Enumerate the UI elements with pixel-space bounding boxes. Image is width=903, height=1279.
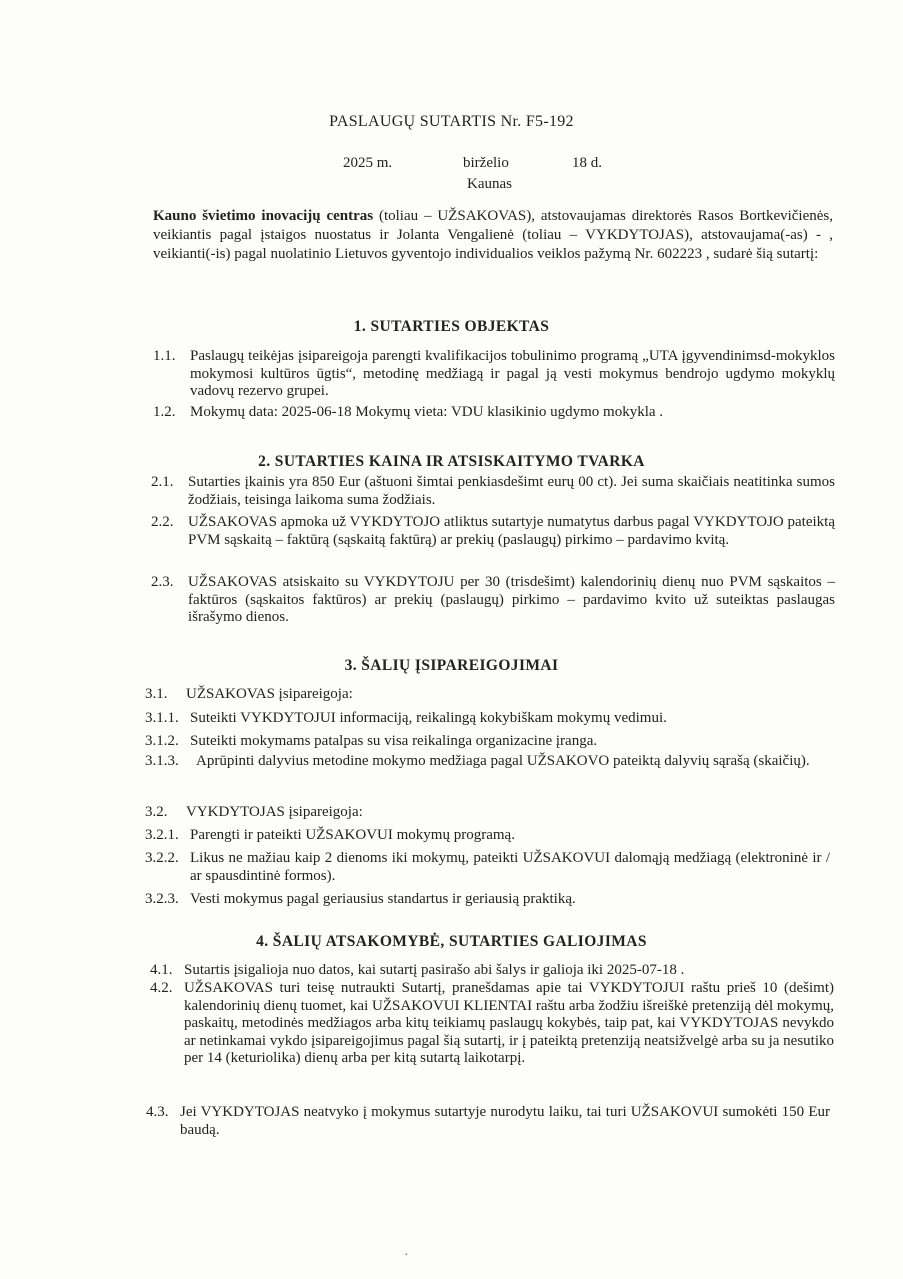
- clause-3-2-2: Likus ne mažiau kaip 2 dienoms iki mokymų, pateikti UŽSAKOVUI dalomąją medžiagą (elektroninė ir / ar spausdintinė formos).: [190, 850, 830, 884]
- clause-3-2: VYKDYTOJAS įsipareigoja:: [186, 804, 363, 820]
- clause-number: 1.1.: [153, 348, 176, 364]
- clause-text: UŽSAKOVAS turi teisę nutraukti Sutartį, pranešdamas apie tai VYKDYTOJUI raštu prieš 10 (dešimt) kalendorinių dienų tuomet, kai UŽSAKOVUI KLIENTAI raštu arba žodžiu išreiškė pretenziją dėl mokymų, paskaitų, metodinės medžiagos arba kitų teikiamų paslaugų kokybės, taip pat, kai VYKDYTOJAS nevykdo ar netinkamai vykdo įsipareigojimus pagal šią sutartį, ir į pateiktą pretenziją neatsižvelgė arba su ja nesutiko per 14 (keturiolika) dienų arba per kitą sutartą laikotarpį.: [184, 980, 834, 1066]
- clause-text: UŽSAKOVAS apmoka už VYKDYTOJO atliktus sutartyje numatytus darbus pagal VYKDYTOJO pateiktą PVM sąskaitą – faktūrą (sąskaitą faktūrą) ar prekių (paslaugų) pirkimo – pardavimo kvitą.: [188, 514, 835, 548]
- clause-3-2-3-number: 3.2.3.: [145, 891, 179, 907]
- clause-1-2: [153, 404, 835, 422]
- intro-party1: Kauno švietimo inovacijų centras: [153, 208, 374, 224]
- clause-1-1: [153, 348, 835, 401]
- clause-text: Sutarties įkainis yra 850 Eur (aštuoni šimtai penkiasdešimt eurų 00 ct). Jei suma skaičiais neatitinka sumos žodžiais, teisinga laikoma suma žodžiais.: [188, 474, 835, 508]
- clause-4-3: [146, 1104, 830, 1139]
- clause-number: 2.1.: [151, 474, 174, 490]
- clause-3-2-2-number: 3.2.2.: [145, 850, 179, 866]
- clause-3-1-1-number: 3.1.1.: [145, 710, 179, 726]
- clause-text: Mokymų data: 2025-06-18 Mokymų vieta: VDU klasikinio ugdymo mokykla .: [190, 404, 664, 420]
- clause-3-2-3: Vesti mokymus pagal geriausius standartus ir geriausią praktiką.: [190, 891, 576, 907]
- clause-3-2-number: 3.2.: [145, 804, 168, 820]
- date-day: 18 d.: [572, 155, 602, 171]
- date-year: 2025 m.: [343, 155, 393, 171]
- clause-text: Paslaugų teikėjas įsipareigoja parengti kvalifikacijos tobulinimo programą „UTA įgyvendinimsd-mokyklos mokymosi kultūros ūgtis“, metodinę medžiagą ir pagal ją vesti mokymus bendrojo ugdymo mokyklų vadovų rezervo grupei.: [190, 348, 835, 399]
- clause-text: Sutartis įsigalioja nuo datos, kai sutartį pasirašo abi šalys ir galioja iki 2025-07-18 .: [184, 962, 685, 978]
- clause-text: Jei VYKDYTOJAS neatvyko į mokymus sutartyje nurodytu laiku, tai turi UŽSAKOVUI sumokėti 150 Eur baudą.: [180, 1104, 830, 1138]
- intro-text: (toliau – UŽSAKOVAS), atstovaujamas direktorės Rasos Bortkevičienės, veikiantis pagal įstaigos nuostatus ir Jolanta Vengalienė (toliau – VYKDYTOJAS), atstovaujama(-as) - , veikianti(-is) pagal nuolatinio Lietuvos gyventojo individualios veiklos pažymą Nr. 602223 , sudarė šią sutartį:: [153, 208, 834, 262]
- clause-text: UŽSAKOVAS atsiskaito su VYKDYTOJU per 30 (trisdešimt) kalendorinių dienų nuo PVM sąskaitos – faktūros (sąskaitos faktūros) ar prekių (paslaugų) pirkimo – pardavimo kvito už suteiktas paslaugas išrašymo dienos.: [188, 574, 835, 625]
- section-1-heading: 1. SUTARTIES OBJEKTAS: [353, 318, 550, 335]
- clause-3-2-1: Parengti ir pateikti UŽSAKOVUI mokymų programą.: [190, 827, 515, 843]
- clause-number: 4.2.: [150, 980, 173, 996]
- section-4-heading: 4. ŠALIŲ ATSAKOMYBĖ, SUTARTIES GALIOJIMAS: [256, 933, 647, 950]
- clause-2-3: [151, 574, 835, 627]
- clause-number: 1.2.: [153, 404, 176, 420]
- clause-3-1-2: Suteikti mokymams patalpas su visa reikalinga organizacine įranga.: [190, 733, 598, 749]
- intro-paragraph: [153, 207, 833, 264]
- clause-3-1-2-number: 3.1.2.: [145, 733, 179, 749]
- clause-number: 2.2.: [151, 514, 174, 530]
- scan-dot-mark: ·: [404, 1248, 409, 1263]
- clause-3-1-1: Suteikti VYKDYTOJUI informaciją, reikalingą kokybiškam mokymų vedimui.: [190, 710, 667, 726]
- date-month: birželio: [463, 155, 509, 171]
- clause-3-2-1-number: 3.2.1.: [145, 827, 179, 843]
- date-city: Kaunas: [467, 176, 512, 192]
- clause-3-1: UŽSAKOVAS įsipareigoja:: [186, 686, 353, 702]
- clause-4-2: [150, 980, 834, 1068]
- clause-number: 4.1.: [150, 962, 173, 978]
- section-3-heading: 3. ŠALIŲ ĮSIPAREIGOJIMAI: [344, 657, 559, 674]
- clause-number: 2.3.: [151, 574, 174, 590]
- clause-2-1: [151, 474, 835, 509]
- clause-3-1-3: Aprūpinti dalyvius metodine mokymo medžiaga pagal UŽSAKOVO pateiktą dalyvių sąrašą (skaičių).: [196, 753, 810, 769]
- clause-3-1-number: 3.1.: [145, 686, 168, 702]
- document-title: PASLAUGŲ SUTARTIS Nr. F5-192: [329, 113, 574, 130]
- clause-2-2: [151, 514, 835, 549]
- clause-number: 4.3.: [146, 1104, 169, 1120]
- clause-3-1-3-number: 3.1.3.: [145, 753, 179, 769]
- clause-4-1: [150, 962, 834, 980]
- section-2-heading: 2. SUTARTIES KAINA IR ATSISKAITYMO TVARKA: [258, 453, 645, 470]
